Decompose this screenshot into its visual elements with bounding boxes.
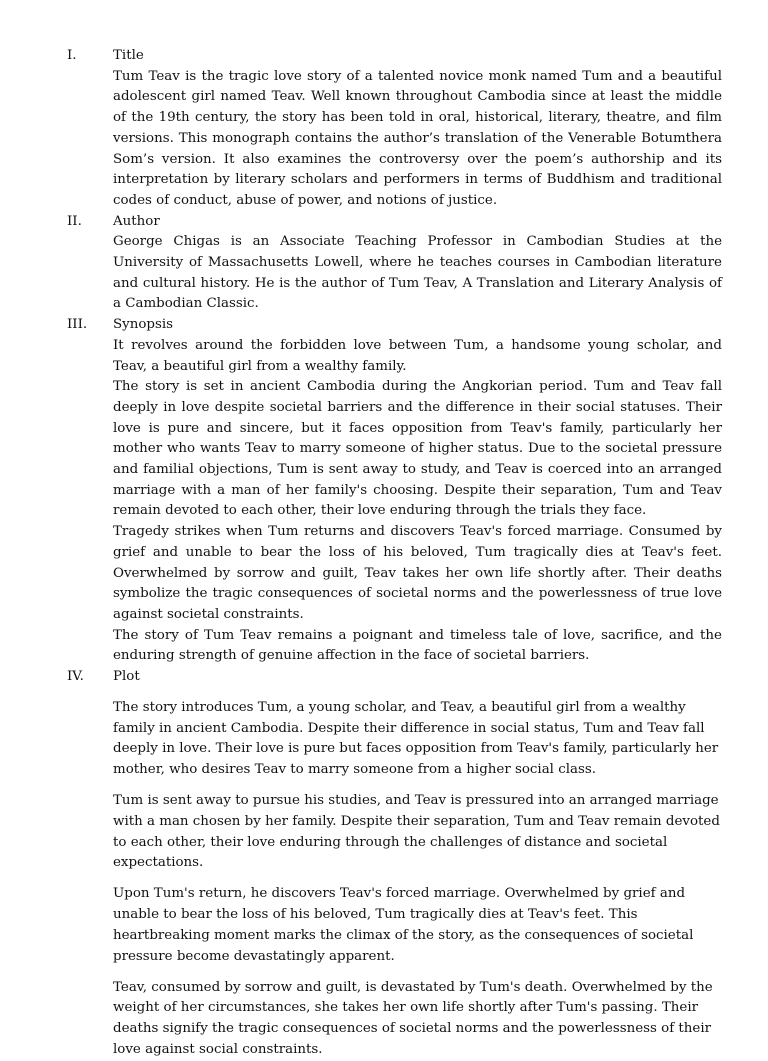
paragraph: Upon Tum's return, he discovers Teav's forced marriage. Overwhelmed by grief and unable to bear the loss of his beloved, Tum tragically dies at Teav's feet. This heartbreaking moment marks the climax of the story, as the consequences of societal pressure become devastatingly apparent.: [113, 886, 694, 964]
section-author: [0, 212, 768, 316]
paragraph: Tum is sent away to pursue his studies, and Teav is pressured into an arranged marriage with a man chosen by her family. Despite their separation, Tum and Teav remain devoted to each other, their love enduring through the challenges of distance and societal expectations.: [113, 793, 720, 871]
section-heading: Plot: [113, 669, 140, 685]
section-heading: Title: [113, 48, 144, 63]
section-numeral: I.: [67, 48, 77, 63]
section-plot: [0, 667, 768, 1060]
section-numeral: IV.: [67, 669, 84, 685]
section-heading: Synopsis: [113, 317, 174, 333]
paragraph: It revolves around the forbidden love between Tum, a handsome young scholar, and Teav, a beautiful girl from a wealthy family.: [113, 337, 722, 374]
section-synopsis: [0, 315, 768, 667]
paragraph: Tum Teav is the tragic love story of a talented novice monk named Tum and a beautiful adolescent girl named Teav. Well known throughout Cambodia since at least the middle of the 19th century, the story has been told in oral, historical, literary, theatre, and film versions. This monograph contains the author’s translation of the Venerable Botumthera Som’s version. It also examines the controversy over the poem’s authorship and its interpretation by literary scholars and performers in terms of Buddhism and traditional codes of conduct, abuse of power, and notions of justice.: [113, 68, 722, 208]
paragraph: Tragedy strikes when Tum returns and discovers Teav's forced marriage. Consumed by grief and unable to bear the loss of his beloved, Tum tragically dies at Teav's feet. Overwhelmed by sorrow and guilt, Teav takes her own life shortly after. Their deaths symbolize the tragic consequences of societal norms and the powerlessness of true love against societal constraints.: [113, 524, 722, 622]
paragraph: The story is set in ancient Cambodia during the Angkorian period. Tum and Teav fall deeply in love despite societal barriers and the difference in their social statuses. Their love is pure and sincere, but it faces opposition from Teav's family, particularly her mother who wants Teav to marry someone of higher status. Due to the societal pressure and familial objections, Tum is sent away to study, and Teav is coerced into an arranged marriage with a man of her family's choosing. Despite their separation, Tum and Teav remain devoted to each other, their love enduring through the trials they face.: [113, 379, 722, 519]
section-title: [0, 46, 768, 212]
section-numeral: II.: [67, 213, 82, 229]
paragraph: George Chigas is an Associate Teaching Professor in Cambodian Studies at the University of Massachusetts Lowell, where he teaches courses in Cambodian literature and cultural history. He is the author of Tum Teav, A Translation and Literary Analysis of a Cambodian Classic.: [113, 234, 722, 312]
paragraph: The story introduces Tum, a young scholar, and Teav, a beautiful girl from a wealthy family in ancient Cambodia. Despite their difference in social status, Tum and Teav fall deeply in love. Their love is pure but faces opposition from Teav's family, particularly her mother, who desires Teav to marry someone from a higher social class.: [113, 699, 719, 777]
section-heading: Author: [113, 213, 160, 229]
paragraph: Teav, consumed by sorrow and guilt, is devastated by Tum's death. Overwhelmed by the weight of her circumstances, she takes her own life shortly after Tum's passing. Their deaths signify the tragic consequences of societal norms and the powerlessness of their love against social constraints.: [113, 979, 713, 1057]
paragraph: The story of Tum Teav remains a poignant and timeless tale of love, sacrifice, and the enduring strength of genuine affection in the face of societal barriers.: [113, 627, 722, 664]
section-numeral: III.: [67, 317, 88, 333]
